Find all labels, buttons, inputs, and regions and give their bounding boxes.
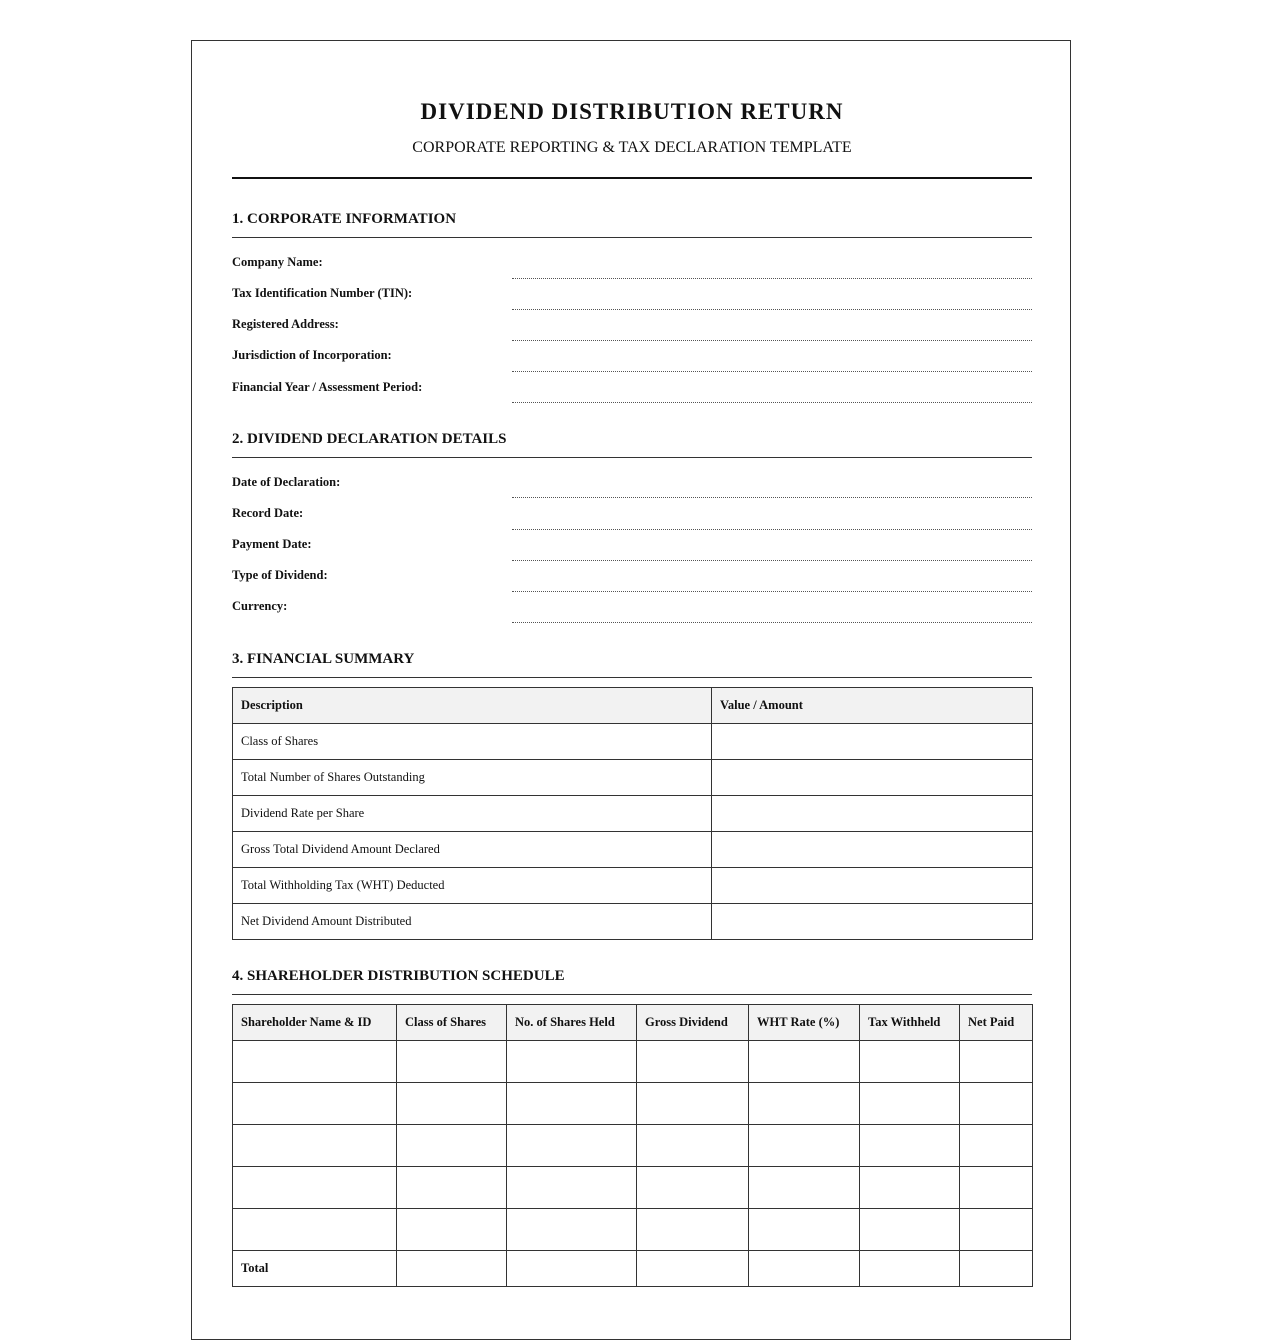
gross-cell[interactable] [637,1209,749,1251]
total-row [233,1251,1033,1287]
column-header-tax-withheld: Tax Withheld [860,1005,960,1041]
withheld-cell[interactable] [860,1209,960,1251]
shareholder-cell[interactable] [233,1125,397,1167]
shares-cell[interactable] [507,1209,637,1251]
column-header-value-amount: Value / Amount [712,688,1033,724]
field-label-company-name: Company Name: [232,255,323,269]
field-label-tin: Tax Identification Number (TIN): [232,286,413,300]
row-description: Net Dividend Amount Distributed [233,904,712,940]
document-subtitle: CORPORATE REPORTING & TAX DECLARATION TEMPLATE [412,139,852,156]
column-header-wht-rate: WHT Rate (%) [749,1005,860,1041]
table-header-row [233,1005,1033,1041]
gross-cell[interactable] [637,1125,749,1167]
record-date-field[interactable] [512,529,1032,530]
total-class-cell[interactable] [397,1251,507,1287]
section-corporate-information-heading: 1. CORPORATE INFORMATION [232,211,1032,238]
column-header-shareholder-name-id: Shareholder Name & ID [233,1005,397,1041]
column-header-gross-dividend: Gross Dividend [637,1005,749,1041]
row-description: Total Withholding Tax (WHT) Deducted [233,868,712,904]
registered-address-field[interactable] [512,340,1032,341]
class-cell[interactable] [397,1041,507,1083]
document-page [191,40,1071,1340]
shareholder-cell[interactable] [233,1041,397,1083]
wht-cell[interactable] [749,1083,860,1125]
shareholder-cell[interactable] [233,1167,397,1209]
wht-cell[interactable] [749,1209,860,1251]
class-cell[interactable] [397,1125,507,1167]
gross-cell[interactable] [637,1041,749,1083]
value-cell[interactable] [712,724,1033,760]
field-label-registered-address: Registered Address: [232,317,339,331]
field-label-date-of-declaration: Date of Declaration: [232,475,341,489]
withheld-cell[interactable] [860,1167,960,1209]
tin-field[interactable] [512,309,1032,310]
field-label-jurisdiction: Jurisdiction of Incorporation: [232,348,392,362]
table-row [233,1083,1033,1125]
column-header-class-of-shares: Class of Shares [397,1005,507,1041]
currency-field[interactable] [512,622,1032,623]
shareholder-cell[interactable] [233,1209,397,1251]
shares-cell[interactable] [507,1167,637,1209]
section-financial-summary-heading: 3. FINANCIAL SUMMARY [232,651,1032,678]
total-wht-cell[interactable] [749,1251,860,1287]
jurisdiction-field[interactable] [512,371,1032,372]
table-row [233,904,1033,940]
gross-cell[interactable] [637,1167,749,1209]
field-label-financial-year: Financial Year / Assessment Period: [232,380,423,394]
table-row [233,868,1033,904]
value-cell[interactable] [712,832,1033,868]
shares-cell[interactable] [507,1083,637,1125]
net-cell[interactable] [960,1209,1033,1251]
financial-summary-table [232,687,1033,940]
value-cell[interactable] [712,868,1033,904]
wht-cell[interactable] [749,1041,860,1083]
row-description: Total Number of Shares Outstanding [233,760,712,796]
table-row [233,832,1033,868]
total-withheld-cell[interactable] [860,1251,960,1287]
table-row [233,724,1033,760]
row-description: Dividend Rate per Share [233,796,712,832]
section-shareholder-schedule-heading: 4. SHAREHOLDER DISTRIBUTION SCHEDULE [232,968,1032,995]
wht-cell[interactable] [749,1167,860,1209]
table-row [233,1167,1033,1209]
withheld-cell[interactable] [860,1083,960,1125]
field-label-record-date: Record Date: [232,506,304,520]
table-row [233,1209,1033,1251]
value-cell[interactable] [712,760,1033,796]
table-row [233,1041,1033,1083]
table-row [233,760,1033,796]
shareholder-schedule-table [232,1004,1033,1287]
table-row [233,796,1033,832]
field-label-currency: Currency: [232,599,288,613]
column-header-description: Description [233,688,712,724]
class-cell[interactable] [397,1209,507,1251]
net-cell[interactable] [960,1083,1033,1125]
total-net-cell[interactable] [960,1251,1033,1287]
total-gross-cell[interactable] [637,1251,749,1287]
table-header-row [233,688,1033,724]
class-cell[interactable] [397,1083,507,1125]
column-header-shares-held: No. of Shares Held [507,1005,637,1041]
field-label-payment-date: Payment Date: [232,537,312,551]
total-shares-cell[interactable] [507,1251,637,1287]
document-title: DIVIDEND DISTRIBUTION RETURN [420,99,844,124]
field-label-type-of-dividend: Type of Dividend: [232,568,328,582]
net-cell[interactable] [960,1125,1033,1167]
value-cell[interactable] [712,796,1033,832]
column-header-net-paid: Net Paid [960,1005,1033,1041]
withheld-cell[interactable] [860,1041,960,1083]
section-dividend-declaration-heading: 2. DIVIDEND DECLARATION DETAILS [232,431,1032,458]
net-cell[interactable] [960,1041,1033,1083]
date-of-declaration-field[interactable] [512,497,1032,498]
net-cell[interactable] [960,1167,1033,1209]
withheld-cell[interactable] [860,1125,960,1167]
header-divider [232,177,1032,179]
shares-cell[interactable] [507,1125,637,1167]
payment-date-field[interactable] [512,560,1032,561]
gross-cell[interactable] [637,1083,749,1125]
total-label: Total [233,1251,397,1287]
class-cell[interactable] [397,1167,507,1209]
row-description: Class of Shares [233,724,712,760]
shares-cell[interactable] [507,1041,637,1083]
shareholder-cell[interactable] [233,1083,397,1125]
wht-cell[interactable] [749,1125,860,1167]
table-row [233,1125,1033,1167]
value-cell[interactable] [712,904,1033,940]
financial-year-field[interactable] [512,402,1032,403]
company-name-field[interactable] [512,278,1032,279]
row-description: Gross Total Dividend Amount Declared [233,832,712,868]
type-of-dividend-field[interactable] [512,591,1032,592]
